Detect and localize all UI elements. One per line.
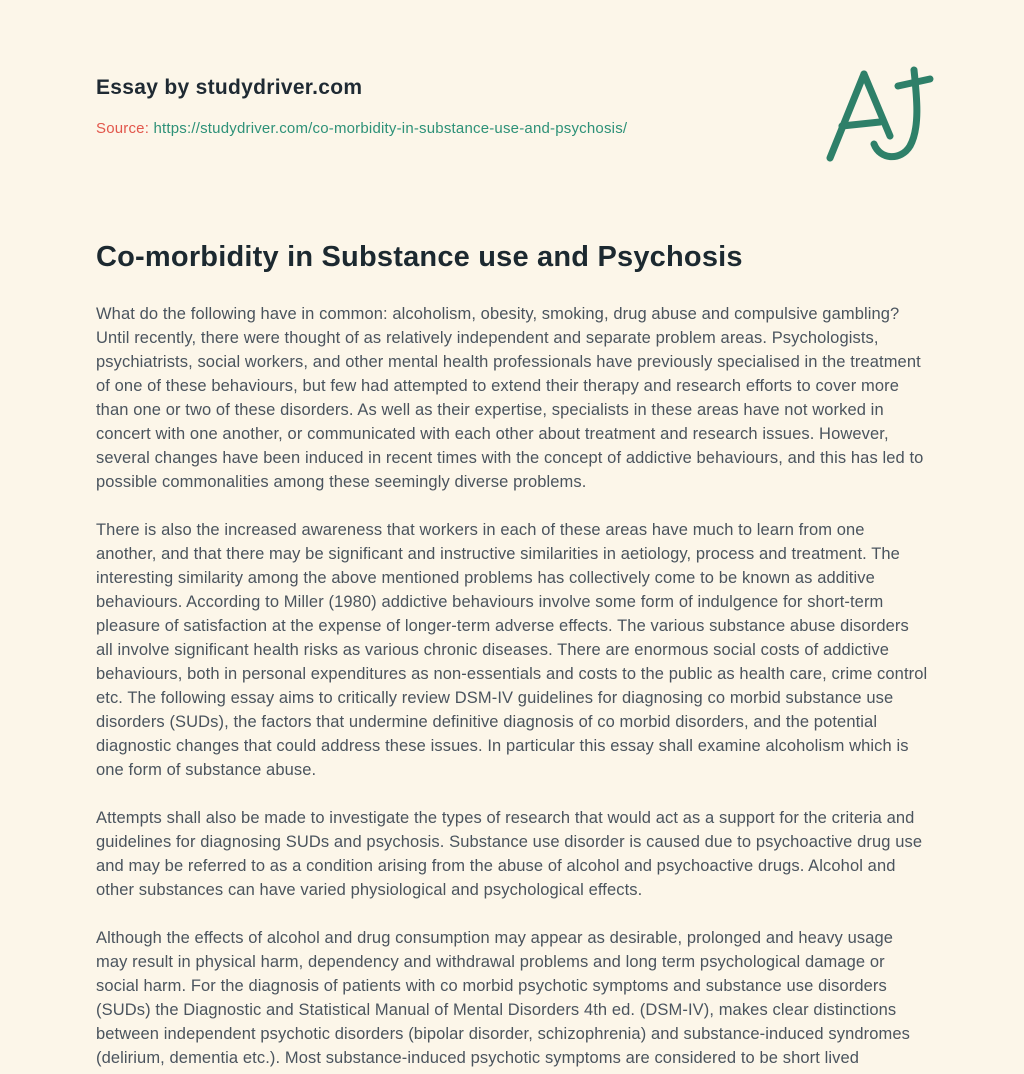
article-title: Co-morbidity in Substance use and Psychosis bbox=[96, 241, 743, 273]
article-paragraph: Attempts shall also be made to investigate the types of research that would act as a support for the criteria and guidelines for diagnosing SUDs and psychosis. Substance use disorder is caused due to psychoactive drug use and may be referred to as a condition arising from the abuse of alcohol and psychoactive drugs. Alcohol and other substances can have varied physiological and psychological effects. bbox=[96, 809, 923, 899]
source-url-link[interactable]: https://studydriver.com/co-morbidity-in-substance-use-and-psychosis/ bbox=[153, 120, 628, 137]
article-paragraph: There is also the increased awareness that workers in each of these areas have much to learn from one another, and that there may be significant and instructive similarities in aetiology, process and treatment. The interesting similarity among the above mentioned problems has collectively come to be known as additive behaviours. According to Miller (1980) addictive behaviours involve some form of indulgence for short-term pleasure of satisfaction at the expense of longer-term adverse effects. The various substance abuse disorders all involve significant health risks as various chronic diseases. There are enormous social costs of addictive behaviours, both in personal expenditures as non-essentials and costs to the public as health care, crime control etc. The following essay aims to critically review DSM-IV guidelines for diagnosing co morbid substance use disorders (SUDs), the factors that undermine definitive diagnosis of co morbid disorders, and the potential diagnostic changes that could address these issues. In particular this essay shall examine alcoholism which is one form of substance abuse. bbox=[96, 521, 928, 779]
byline: Essay by studydriver.com bbox=[96, 76, 363, 99]
source-label: Source: bbox=[96, 120, 150, 137]
studydriver-logo-icon bbox=[824, 62, 936, 166]
article-body bbox=[96, 302, 928, 1070]
source-line bbox=[96, 120, 928, 137]
article-paragraph: Although the effects of alcohol and drug consumption may appear as desirable, prolonged and heavy usage may result in physical harm, dependency and withdrawal problems and long term psychological damage or social harm. For the diagnosis of patients with co morbid psychotic symptoms and substance use disorders (SUDs) the Diagnostic and Statistical Manual of Mental Disorders 4th ed. (DSM-IV), makes clear distinctions between independent psychotic disorders (bipolar disorder, schizophrenia) and substance-induced syndromes (delirium, dementia etc.). Most substance-induced psychotic symptoms are considered to be short lived bbox=[96, 929, 910, 1067]
article-paragraph: What do the following have in common: alcoholism, obesity, smoking, drug abuse and compulsive gambling? Until recently, there were thought of as relatively independent and separate problem areas. Psychologists, psychiatrists, social workers, and other mental health professionals have previously specialised in the treatment of one of these behaviours, but few had attempted to extend their therapy and research efforts to cover more than one or two of these disorders. As well as their expertise, specialists in these areas have not worked in concert with one another, or communicated with each other about treatment and research issues. However, several changes have been induced in recent times with the concept of addictive behaviours, and this has led to possible commonalities among these seemingly diverse problems. bbox=[96, 305, 924, 491]
